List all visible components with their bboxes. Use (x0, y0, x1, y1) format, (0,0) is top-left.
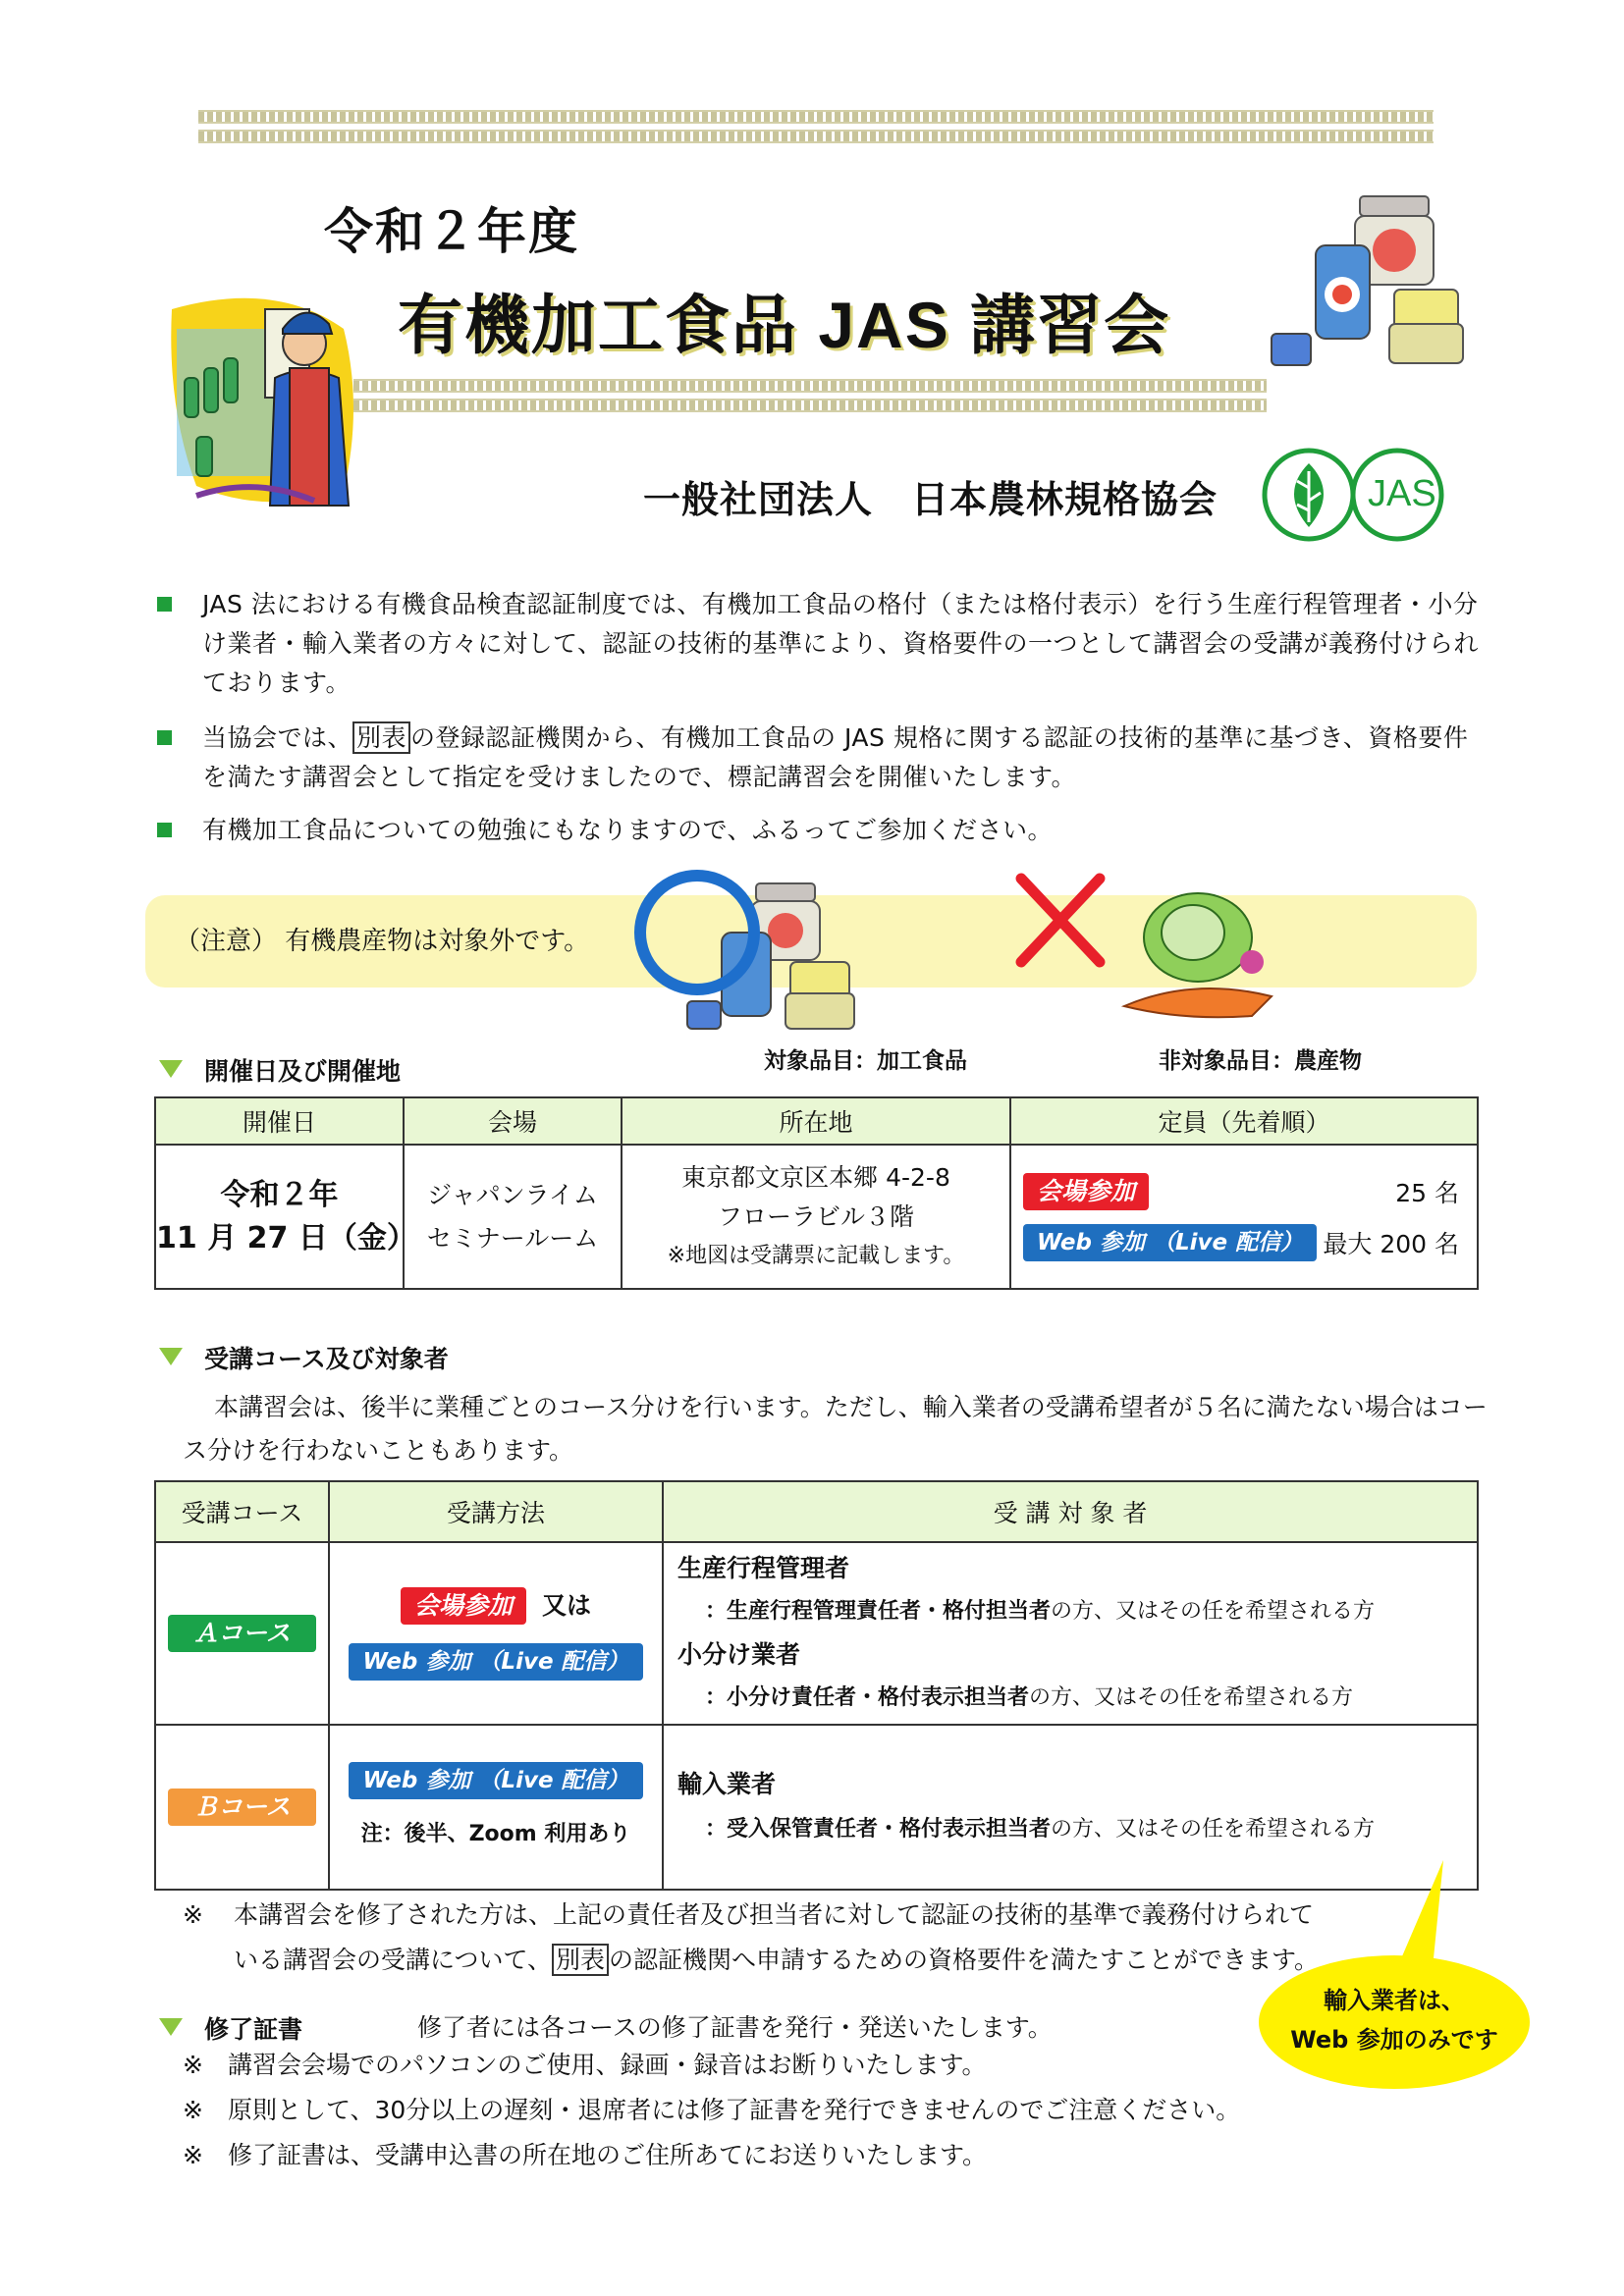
address-line-1: 東京都文京区本郷 4-2-8 (681, 1162, 950, 1192)
page-title: 有機加工食品 JAS 講習会 (398, 289, 1171, 361)
appendix-box[interactable]: 別表 (552, 1944, 609, 1976)
course-a-web-badge: Web 参加 （Live 配信） (349, 1643, 642, 1681)
bullet-square (157, 730, 172, 745)
certificate-note-3: ※ 修了証書は、受講申込書の所在地のご住所あてにお送りいたします。 (183, 2141, 987, 2169)
jars-illustration (1267, 187, 1492, 373)
course-b-badge: Ｂコース (168, 1789, 316, 1826)
course-a-onsite-badge: 会場参加 (401, 1587, 526, 1625)
intro-text-2: 当協会では、 別表 の登録認証機関から、有機加工食品の JAS 規格に関する認証の技術的基準に基づき、資格要件を満たす講習会として指定を受けましたので、標記講習会を開催いたします。 (202, 723, 1469, 791)
course-a-target-1: 生産行程管理者 (677, 1554, 850, 1582)
schedule-header-date: 開催日 (155, 1097, 404, 1145)
course-a-target-1-detail: ：生産行程管理責任者・格付担当者の方、又はその任を希望される方 (705, 1599, 1376, 1624)
worker-illustration (157, 270, 363, 515)
triangle-marker-icon (159, 1348, 183, 1365)
target-illustration (628, 864, 884, 1041)
balloon-text: 輸入業者は、 Web 参加のみです (1290, 1987, 1498, 2054)
bullet-square (157, 597, 172, 612)
course-a-method (329, 1542, 663, 1725)
remark-mark: ※ (183, 1900, 203, 1929)
remark-line-1: 本講習会を修了された方は、上記の責任者及び担当者に対して認証の技術的基準で義務付けられて (234, 1900, 1315, 1929)
schedule-header-capacity: 定員（先着順） (1010, 1097, 1478, 1145)
appendix-box[interactable]: 別表 (352, 721, 410, 754)
courses-header-method: 受講方法 (329, 1481, 663, 1542)
schedule-date-cell (155, 1145, 416, 1289)
courses-heading: 受講コース及び対象者 (204, 1345, 449, 1373)
mid-decor-band (353, 379, 1267, 393)
intro-text-1: JAS 法における有機食品検査認証制度では、有機加工食品の格付（または格付表示）を行う生産行程管理者・小分け業者・輸入業者の方々に対して、認証の技術的基準により、資格要件の一つとして講習会の受講が義務付けられております。 (202, 590, 1480, 697)
speech-balloon (1252, 1855, 1537, 2096)
schedule-capacity-cell (1010, 1145, 1478, 1289)
certificate-desc: 修了者には各コースの修了証書を発行・発送いたします。 (417, 2013, 1053, 2042)
date-line-1: 令和２年 (220, 1177, 339, 1212)
web-badge: Web 参加 （Live 配信） (1023, 1224, 1317, 1261)
course-b-cell (155, 1725, 329, 1890)
course-a-cell (155, 1542, 329, 1725)
venue-line-2: セミナールーム (426, 1223, 599, 1253)
header-year: 令和２年度 (324, 204, 579, 259)
courses-header-course: 受講コース (155, 1481, 329, 1542)
target-label: 対象品目：加工食品 (764, 1048, 967, 1074)
course-a-or: 又は (541, 1591, 591, 1620)
schedule-heading: 開催日及び開催地 (204, 1057, 402, 1086)
certificate-heading: 修了証書 (204, 2015, 303, 2044)
courses-heading-row (159, 1340, 449, 1375)
top-decor-band (198, 110, 1434, 124)
schedule-venue-cell (404, 1145, 622, 1289)
courses-header-target: 受 講 対 象 者 (663, 1481, 1478, 1542)
nontarget-label: 非対象品目：農産物 (1159, 1048, 1362, 1074)
certificate-note-1: ※ 講習会会場でのパソコンのご使用、録画・録音はお断りいたします。 (183, 2051, 987, 2079)
course-b-note: 注：後半、Zoom 利用あり (360, 1822, 631, 1846)
schedule-header-venue: 会場 (404, 1097, 622, 1145)
schedule-table (154, 1096, 1479, 1290)
certificate-note-2: ※ 原則として、30分以上の遅刻・退席者には修了証書を発行できませんのでご注意ください。 (183, 2096, 1241, 2124)
intro-bullet-1 (157, 585, 1483, 703)
web-capacity: 最大 200 名 (1323, 1229, 1459, 1258)
courses-table (154, 1480, 1479, 1891)
certificate-heading-row (159, 2010, 302, 2046)
nontarget-illustration (1006, 869, 1291, 1036)
course-a-target-2-detail: ：小分け責任者・格付表示担当者の方、又はその任を希望される方 (705, 1685, 1354, 1710)
bullet-square (157, 823, 172, 837)
course-a-target-2: 小分け業者 (677, 1640, 801, 1669)
onsite-capacity: 25 名 (1395, 1178, 1459, 1207)
schedule-heading-row (159, 1052, 401, 1088)
course-a-targets (663, 1542, 1478, 1725)
intro-bullet-3 (157, 811, 1483, 850)
course-b-target-1-detail: ：受入保管責任者・格付表示担当者の方、又はその任を希望される方 (705, 1817, 1376, 1842)
address-note: ※地図は受講票に記載します。 (667, 1243, 965, 1268)
course-b-target-1: 輸入業者 (677, 1770, 777, 1798)
jas-logo (1260, 444, 1451, 547)
date-line-2: 11 月 27 日（金） (156, 1220, 416, 1255)
course-b-web-badge: Web 参加 （Live 配信） (349, 1762, 642, 1799)
intro-bullet-2 (157, 719, 1483, 797)
organizer-name: 一般社団法人 日本農林規格協会 (643, 478, 1218, 521)
notice-text: （注意） 有機農産物は対象外です。 (175, 927, 590, 956)
onsite-badge: 会場参加 (1023, 1173, 1149, 1210)
intro-text-3: 有機加工食品についての勉強にもなりますので、ふるってご参加ください。 (202, 816, 1054, 844)
course-a-badge: Ａコース (168, 1615, 316, 1652)
jas-logo-text: JAS (1368, 473, 1436, 514)
schedule-header-address: 所在地 (622, 1097, 1010, 1145)
remark-line-2: いる講習会の受講について、 別表 の認証機関へ申請するための資格要件を満たすことができます。 (234, 1946, 1320, 1974)
triangle-marker-icon (159, 1060, 183, 1078)
triangle-marker-icon (159, 2018, 183, 2036)
address-line-2: フローラビル３階 (717, 1201, 914, 1231)
schedule-address-cell (622, 1145, 1010, 1289)
venue-line-1: ジャパンライム (427, 1180, 598, 1209)
mid-decor-band-2 (353, 399, 1267, 412)
course-b-method (329, 1725, 663, 1890)
top-decor-band-2 (198, 130, 1434, 143)
courses-description: 本講習会は、後半に業種ごとのコース分けを行います。ただし、輸入業者の受講希望者が５名に満たない場合はコース分けを行わないこともあります。 (183, 1393, 1488, 1465)
